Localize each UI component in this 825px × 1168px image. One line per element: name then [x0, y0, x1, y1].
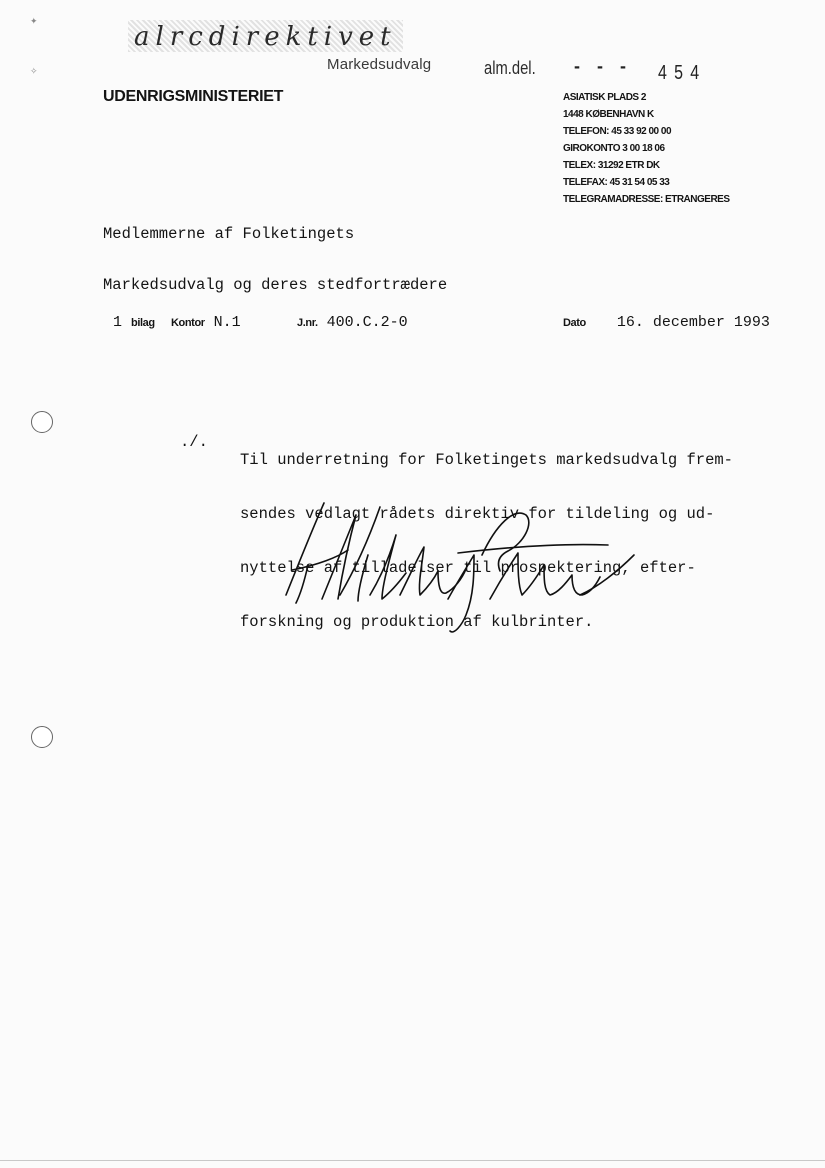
ministry-address-block: [563, 89, 730, 208]
address-line: TELEFON: 45 33 92 00 00: [563, 126, 672, 137]
body-line: Til underretning for Folketingets markedsudvalg frem-: [240, 451, 733, 469]
address-line: TELEFAX: 45 31 54 05 33: [563, 177, 670, 188]
recipient-line: Medlemmerne af Folketingets: [103, 225, 355, 243]
scan-edge-rule: [0, 1160, 825, 1161]
journal-label: J.nr.: [297, 317, 318, 329]
address-line: TELEX: 31292 ETR DK: [563, 160, 660, 171]
category-stamp: alm.del.: [484, 58, 536, 78]
office-label: Kontor: [171, 317, 205, 329]
handwritten-annotation: alrcdirektivet: [128, 20, 403, 52]
binder-hole: [31, 411, 53, 433]
recipient-line: Markedsudvalg og deres stedfortrædere: [103, 276, 448, 294]
date-field: [563, 314, 770, 331]
document-number-stamp: 454: [658, 62, 707, 84]
journal-field: [297, 314, 408, 331]
address-line: GIROKONTO 3 00 18 06: [563, 143, 665, 154]
attachments-field: [113, 314, 155, 331]
binder-hole: [31, 726, 53, 748]
enclosure-mark: ./.: [180, 433, 208, 451]
attachments-count: 1: [113, 314, 123, 331]
body-line: sendes vedlagt rådets direktiv for tildeling og ud-: [240, 505, 715, 523]
date-label: Dato: [563, 317, 586, 329]
recipient-block: [103, 192, 447, 311]
attachments-label: bilag: [131, 317, 155, 329]
scan-speck: ✦: [30, 16, 38, 26]
ministry-name: UDENRIGSMINISTERIET: [103, 88, 284, 105]
office-field: [171, 314, 241, 331]
date-value: 16. december 1993: [616, 314, 770, 331]
scan-speck: ✧: [30, 66, 38, 76]
address-line: TELEGRAMADRESSE: ETRANGERES: [563, 194, 730, 205]
address-line: ASIATISK PLADS 2: [563, 92, 646, 103]
committee-stamp: Markedsudvalg: [327, 56, 432, 73]
journal-value: 400.C.2-0: [326, 314, 408, 331]
address-line: 1448 KØBENHAVN K: [563, 109, 654, 120]
stamp-dashes: - - -: [574, 56, 632, 76]
office-value: N.1: [213, 314, 241, 331]
body-line: forskning og produktion af kulbrinter.: [240, 613, 594, 631]
handwritten-signature: [278, 495, 638, 635]
body-line: nyttelse af tilladelser til prospektering, efter-: [240, 559, 696, 577]
